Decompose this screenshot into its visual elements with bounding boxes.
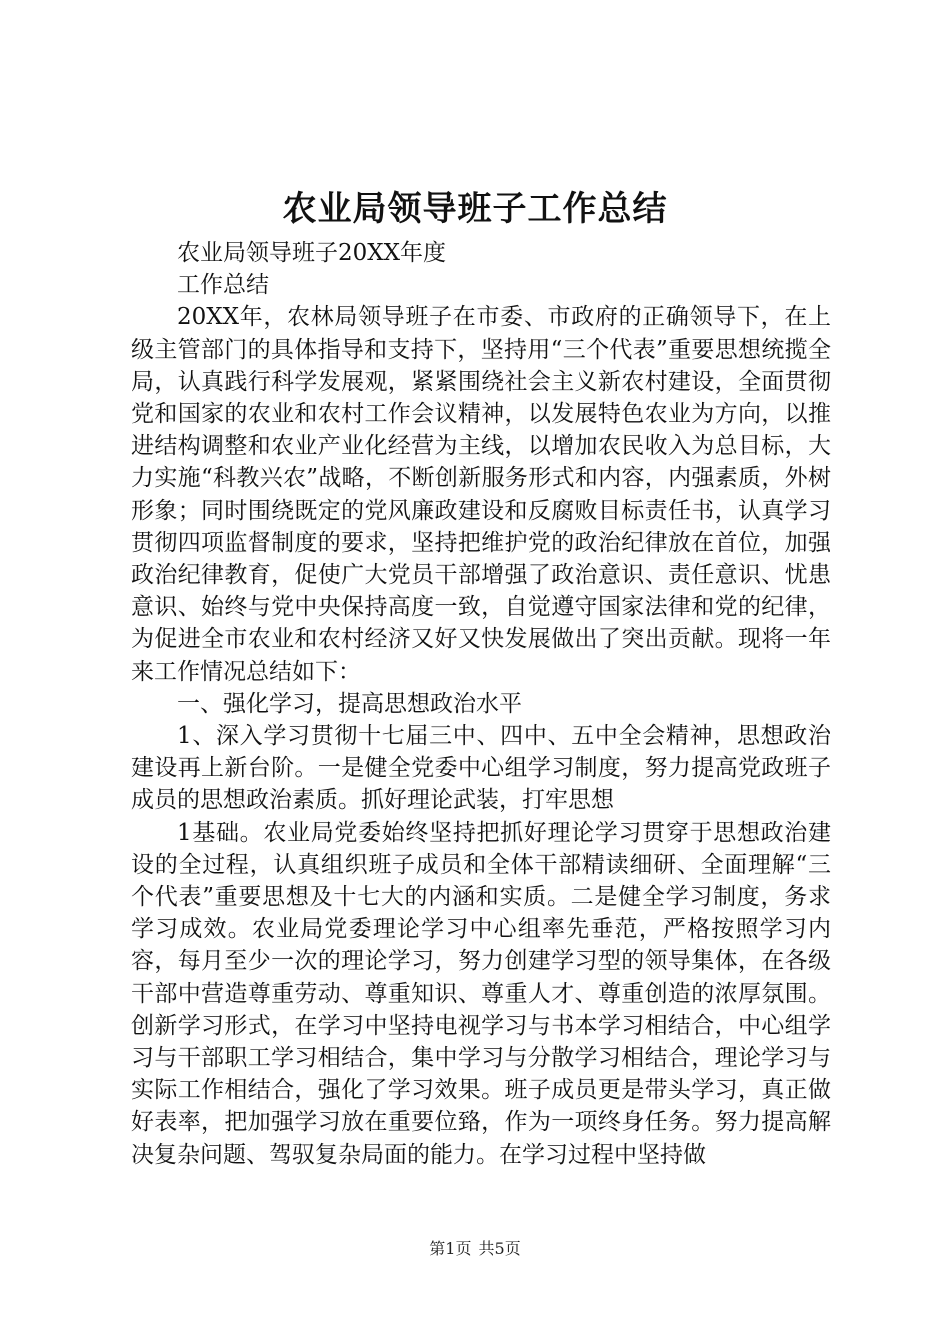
- subtitle-line-2: 工作总结: [177, 272, 269, 299]
- intro-paragraph: 20XX年，农林局领导班子在市委、市政府的正确领导下，在上级主管部门的具体指导和支持下，坚持用“三个代表”重要思想统揽全局，认真践行科学发展观，紧紧围绕社会主义新农村建设，全面贯彻党和国家的农业和农村工作会议精神，以发展特色农业为方向，以推进结构调整和农业产业化经营为主线，以增加农民收入为总目标，大力实施“科教兴农”战略，不断创新服务形式和内容，内强素质，外树形象；同时围绕既定的党风廉政建设和反腐败目标责任书，认真学习贯彻四项监督制度的要求，坚持把维护党的政治纪律放在首位，加强政治纪律教育，促使广大党员干部增强了政治意识、责任意识、忧患意识、始终与党中央保持高度一致，自觉遵守国家法律和党的纪律，为促进全市农业和农村经济又好又快发展做出了突出贡献。现将一年来工作情况总结如下：: [131, 304, 831, 685]
- body-paragraph: 1、深入学习贯彻十七届三中、四中、五中全会精神，思想政治建设再上新台阶。一是健全党委中心组学习制度，努力提高党政班子成员的思想政治素质。抓好理论武装，打牢思想: [131, 723, 831, 814]
- document-body: [131, 237, 831, 1171]
- document-title: 农业局领导班子工作总结: [282, 189, 668, 229]
- total-pages: 共5页: [478, 1239, 521, 1258]
- page-number: 第1页: [429, 1239, 472, 1258]
- section-heading: 一、强化学习，提高思想政治水平: [177, 690, 522, 717]
- page-footer: [0, 1239, 950, 1259]
- body-paragraph: 1基础。农业局党委始终坚持把抓好理论学习贯穿于思想政治建设的全过程，认真组织班子成员和全体干部精读细研、全面理解“三个代表”重要思想及十七大的内涵和实质。二是健全学习制度，务求学习成效。农业局党委理论学习中心组率先垂范，严格按照学习内容，每月至少一次的理论学习，努力创建学习型的领导集体，在各级干部中营造尊重劳动、尊重知识、尊重人才、尊重创造的浓厚氛围。创新学习形式，在学习中坚持电视学习与书本学习相结合，中心组学习与干部职工学习相结合，集中学习与分散学习相结合，理论学习与实际工作相结合，强化了学习效果。班子成员更是带头学习，真正做好表率，把加强学习放在重要位臵，作为一项终身任务。努力提高解决复杂问题、驾驭复杂局面的能力。在学习过程中坚持做: [131, 819, 831, 1168]
- subtitle-line-1: 农业局领导班子20XX年度: [177, 240, 447, 266]
